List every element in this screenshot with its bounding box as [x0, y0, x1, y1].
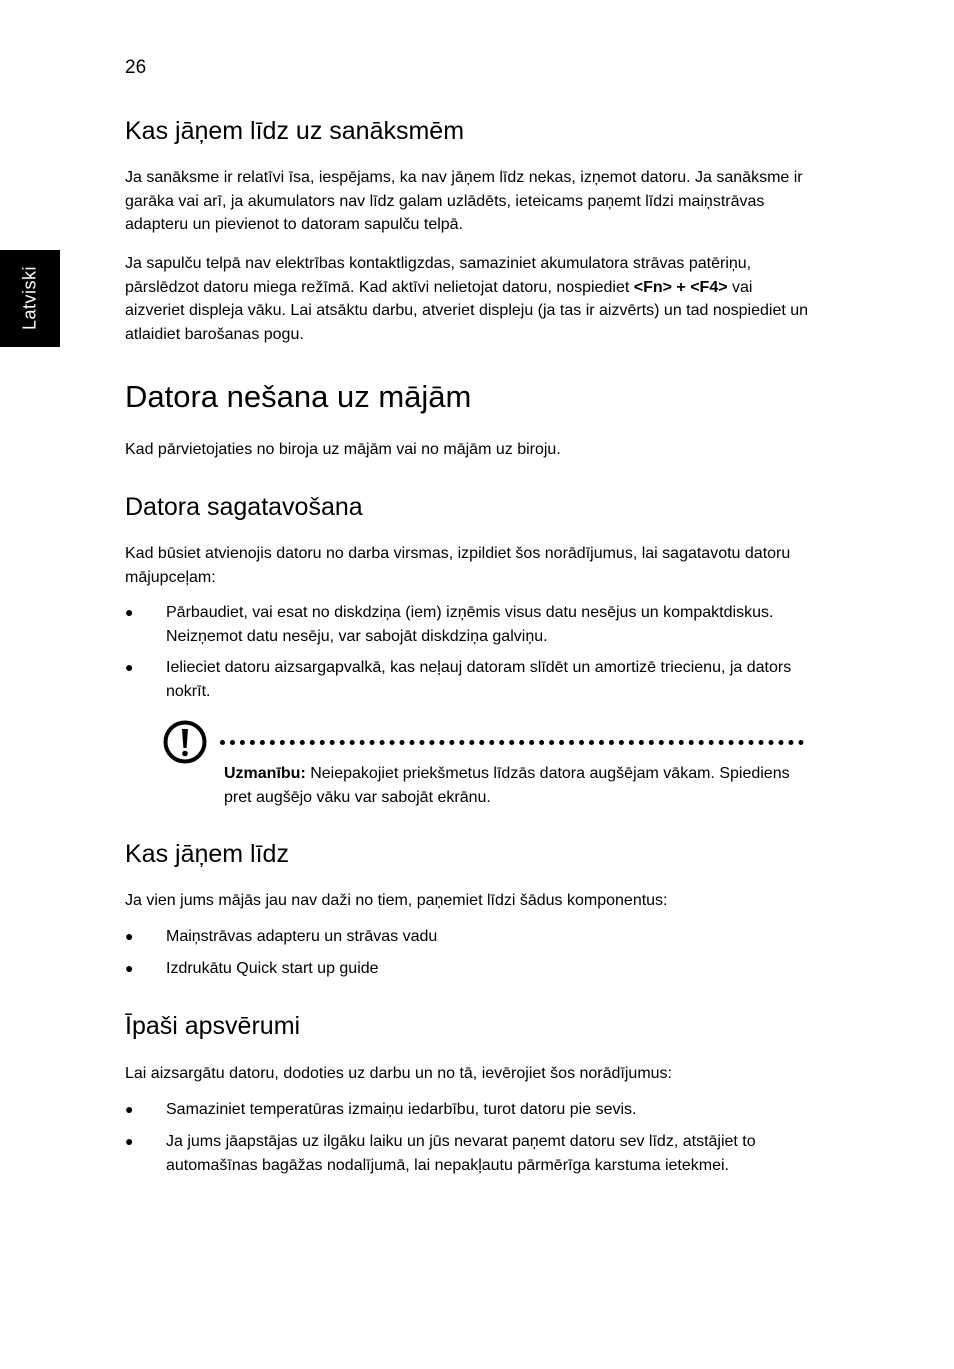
- caution-body: Neiepakojiet priekšmetus līdzās datora augšējam vākam. Spiediens pret augšējo vāku var sabojāt ekrānu.: [224, 765, 790, 806]
- list-item: ● Maiņstrāvas adapteru un strāvas vadu: [125, 925, 815, 949]
- list-item: ● Ielieciet datoru aizsargapvalkā, kas neļauj datoram slīdēt un amortizē triecienu, ja dators nokrīt.: [125, 656, 815, 703]
- meetings-p2-after: vai aizveriet displeja vāku. Lai atsāktu darbu, atveriet displeju (ja tas ir aizvērts) un tad nospiediet un atlaidiet barošanas pogu.: [125, 278, 809, 343]
- language-tab-label: Latviski: [19, 265, 40, 331]
- special-intro: Lai aizsargātu datoru, dodoties uz darbu un no tā, ievērojiet šos norādījumus:: [125, 1065, 672, 1082]
- meetings-paragraph-2: [125, 252, 815, 346]
- chapter-heading-home: Datora nešana uz mājām: [125, 379, 472, 414]
- bullet-icon: ●: [125, 1101, 134, 1117]
- caution-note: [224, 762, 814, 809]
- caution-divider: [220, 740, 804, 745]
- section-heading-bring: Kas jāņem līdz: [125, 840, 289, 868]
- language-tab: [0, 250, 60, 347]
- list-item: ● Pārbaudiet, vai esat no diskdziņa (iem) izņēmis visus datu nesējus un kompaktdiskus. Neizņemot datu nesēju, var sabojāt diskdziņa galviņu.: [125, 601, 815, 648]
- home-intro: Kad pārvietojaties no biroja uz mājām vai no mājām uz biroju.: [125, 441, 561, 458]
- section-heading-special: Īpaši apsvērumi: [125, 1012, 301, 1040]
- section-heading-meetings: Kas jāņem līdz uz sanāksmēm: [125, 117, 465, 145]
- exclamation-circle-icon: [163, 720, 207, 764]
- bullet-icon: ●: [125, 960, 134, 976]
- bullet-icon: ●: [125, 604, 134, 620]
- bullet-icon: ●: [125, 659, 134, 675]
- bullet-icon: ●: [125, 1133, 134, 1149]
- meetings-paragraph-1: Ja sanāksme ir relatīvi īsa, iespējams, ka nav jāņem līdz nekas, izņemot datoru. Ja sanāksme ir garāka vai arī, ja akumulators nav līdz galam uzlādēts, ieteicams paņemt līdzi maiņstrāvas adapteru un pievienot to datoram sapulču telpā.: [125, 169, 803, 233]
- bring-intro: Ja vien jums mājās jau nav daži no tiem, paņemiet līdzi šādus komponentus:: [125, 892, 668, 909]
- meetings-p2-before: Ja sapulču telpā nav elektrības kontaktligzdas, samaziniet akumulatora strāvas patēriņu, pārslēdzot datoru miega režīmā. Kad aktīvi nelietojat datoru, nospiediet: [125, 255, 752, 296]
- key-combo: <Fn> + <F4>: [633, 278, 728, 296]
- list-item: ● Samaziniet temperatūras izmaiņu iedarbību, turot datoru pie sevis.: [125, 1098, 815, 1122]
- prep-intro: Kad būsiet atvienojis datoru no darba virsmas, izpildiet šos norādījumus, lai sagatavotu datoru mājupceļam:: [125, 545, 791, 586]
- list-item: ● Izdrukātu Quick start up guide: [125, 957, 815, 981]
- section-heading-prep: Datora sagatavošana: [125, 493, 363, 521]
- bullet-icon: ●: [125, 928, 134, 944]
- page-number: 26: [125, 57, 147, 78]
- caution-label: Uzmanību:: [224, 765, 306, 782]
- list-item: ● Ja jums jāapstājas uz ilgāku laiku un jūs nevarat paņemt datoru sev līdz, atstājiet to automašīnas bagāžas nodalījumā, lai nepakļautu pārmērīga karstuma ietekmei.: [125, 1130, 815, 1177]
